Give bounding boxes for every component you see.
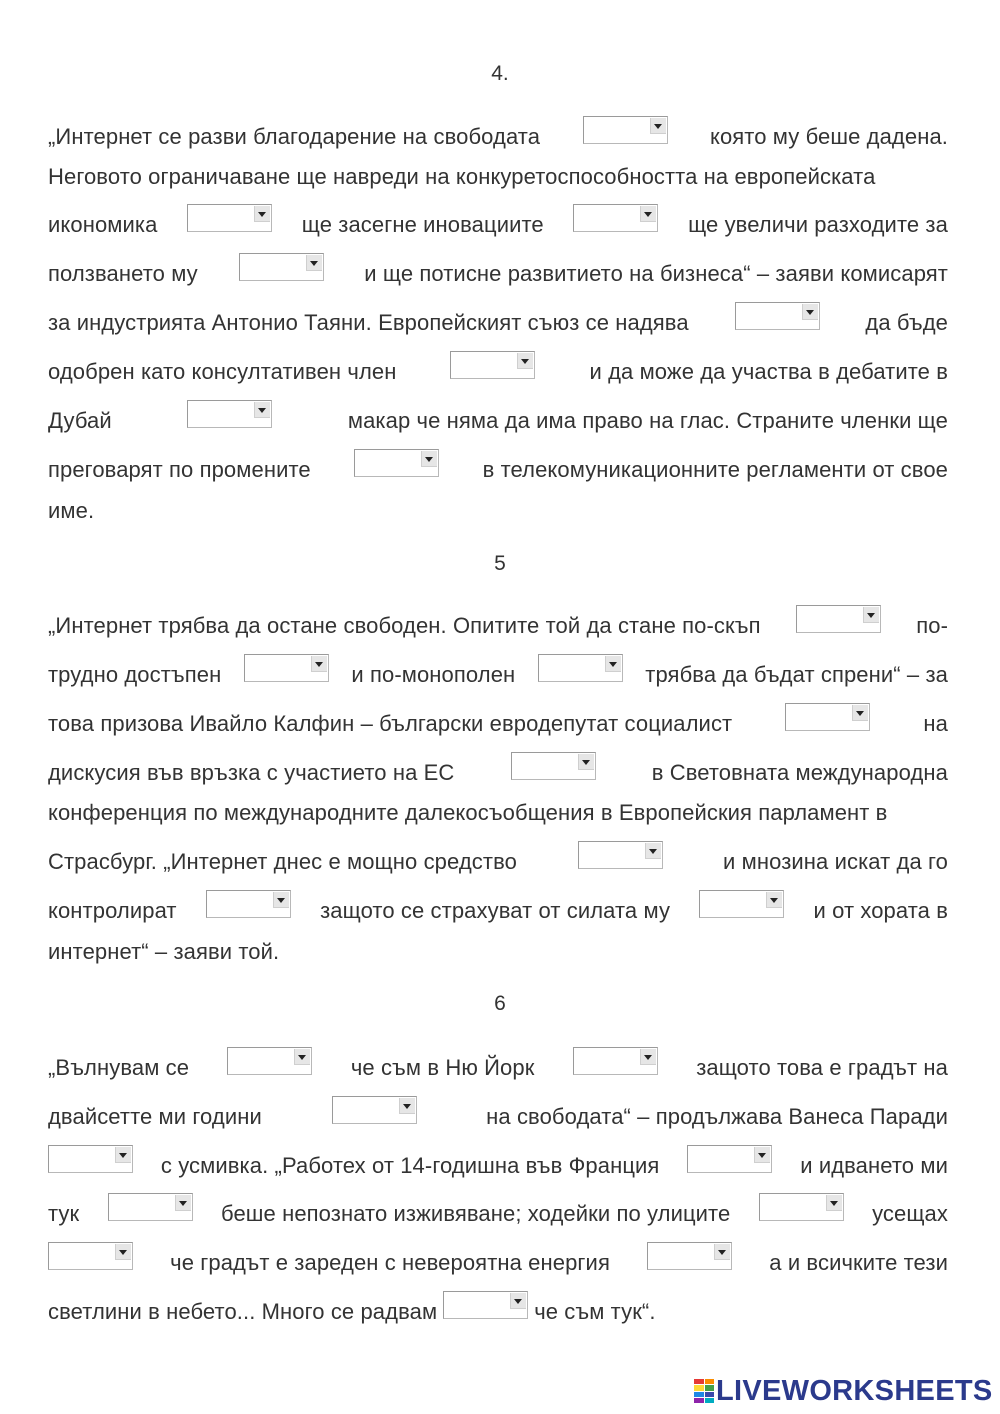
text-line [48,1297,948,1327]
answer-dropdown[interactable] [511,752,596,780]
text-line [48,122,948,152]
liveworksheets-logo-icon [694,1379,714,1403]
text-segment: и ще потисне развитието на бизнеса“ – заяви комисарят [364,261,948,286]
text-segment: трудно достъпен [48,662,222,687]
answer-dropdown[interactable] [538,654,623,682]
answer-dropdown[interactable] [354,449,439,477]
text-line [48,896,948,926]
text-line [48,1151,948,1181]
text-segment: за индустрията Антонио Таяни. Европейският съюз се надява [48,310,689,335]
text-segment: „Вълнувам се [48,1055,190,1080]
text-segment: в телекомуникационните регламенти от свое [482,457,948,482]
text-segment: Дубай [48,408,112,433]
answer-dropdown[interactable] [578,841,663,869]
text-line [48,1102,948,1132]
answer-dropdown[interactable] [785,703,870,731]
section-number: 5 [494,552,506,575]
text-segment: и идването ми [800,1153,948,1178]
text-segment: Неговото ограничаване ще навреди на конкуретоспособността на европейската [48,164,876,189]
answer-dropdown[interactable] [687,1145,772,1173]
text-line [48,210,948,240]
text-segment: светлини в небето... Много се радвам [48,1299,438,1324]
text-segment: това призова Ивайло Калфин – български евродепутат социалист [48,711,733,736]
text-segment: ще засегне иновациите [301,212,544,237]
text-segment: и от хората в [813,898,948,923]
answer-dropdown[interactable] [443,1291,528,1319]
answer-dropdown[interactable] [573,204,658,232]
logo-square [694,1379,704,1384]
text-line [48,847,948,877]
text-segment: трябва да бъдат спрени“ – за [645,662,948,687]
logo-square [705,1398,715,1403]
text-line [48,1053,948,1083]
answer-dropdown[interactable] [108,1193,193,1221]
logo-square [705,1392,715,1397]
text-segment: която му беше дадена. [709,124,948,149]
answer-dropdown[interactable] [332,1096,417,1124]
text-segment: „Интернет трябва да остане свободен. Опитите той да стане по-скъп [48,613,761,638]
section-number: 6 [494,992,506,1015]
text-line [48,1199,948,1229]
text-line [48,496,948,526]
text-line [48,162,948,192]
text-line [48,937,948,967]
text-segment: одобрен като консултативен член [48,359,397,384]
text-segment: а и всичките тези [769,1250,948,1275]
answer-dropdown[interactable] [187,204,272,232]
text-segment: по- [916,613,948,638]
text-segment: защото това е градът на [696,1055,948,1080]
text-segment: преговарят по промените [48,457,311,482]
text-line [48,308,948,338]
answer-dropdown[interactable] [48,1145,133,1173]
text-segment: да бъде [865,310,948,335]
text-segment: че съм в Ню Йорк [350,1055,535,1080]
answer-dropdown[interactable] [239,253,324,281]
text-segment: Страсбург. „Интернет днес е мощно средство [48,849,517,874]
text-segment: дискусия във връзка с участието на ЕС [48,760,455,785]
text-segment: тук [48,1201,80,1226]
answer-dropdown[interactable] [187,400,272,428]
answer-dropdown[interactable] [206,890,291,918]
answer-dropdown[interactable] [699,890,784,918]
text-segment: икономика [48,212,158,237]
text-segment: и мнозина искат да го [723,849,948,874]
text-segment: макар че няма да има право на глас. Страните членки ще [347,408,948,433]
answer-dropdown[interactable] [48,1242,133,1270]
text-segment: защото се страхуват от силата му [320,898,671,923]
text-segment: интернет“ – заяви той. [48,939,280,964]
answer-dropdown[interactable] [796,605,881,633]
text-line [48,406,948,436]
text-line [48,357,948,387]
text-line [48,259,948,289]
text-line [48,1248,948,1278]
answer-dropdown[interactable] [735,302,820,330]
text-line [48,455,948,485]
answer-dropdown[interactable] [244,654,329,682]
liveworksheets-logo [694,1376,993,1406]
logo-square [705,1385,715,1390]
text-line [48,758,948,788]
text-segment: че съм тук“. [534,1299,656,1324]
text-line [48,611,948,641]
text-line [48,660,948,690]
text-segment: и да може да участва в дебатите в [589,359,948,384]
answer-dropdown[interactable] [647,1242,732,1270]
answer-dropdown[interactable] [227,1047,312,1075]
logo-square [705,1379,715,1384]
text-segment: контролират [48,898,177,923]
answer-dropdown[interactable] [573,1047,658,1075]
answer-dropdown[interactable] [450,351,535,379]
text-segment: с усмивка. „Работех от 14-годишна във Франция [160,1153,660,1178]
text-segment: на [923,711,948,736]
text-segment: „Интернет се разви благодарение на свободата [48,124,541,149]
answer-dropdown[interactable] [759,1193,844,1221]
logo-square [694,1392,704,1397]
text-segment: и по-монополен [351,662,516,687]
text-line [48,798,948,828]
text-segment: име. [48,498,95,523]
text-segment: ползването му [48,261,198,286]
logo-text: LIVEWORKSHEETS [716,1374,993,1407]
text-segment: усещах [872,1201,948,1226]
text-segment: на свободата“ – продължава Ванеса Паради [486,1104,948,1129]
text-segment: двайсетте ми години [48,1104,262,1129]
text-segment: беше непознато изживяване; ходейки по улиците [221,1201,731,1226]
text-segment: конференция по международните далекосъобщения в Европейския парламент в [48,800,888,825]
logo-square [694,1398,704,1403]
logo-square [694,1385,704,1390]
text-line [48,709,948,739]
text-segment: че градът е зареден с невероятна енергия [170,1250,610,1275]
text-segment: ще увеличи разходите за [688,212,948,237]
answer-dropdown[interactable] [583,116,668,144]
text-segment: в Световната международна [651,760,948,785]
section-number: 4. [491,62,509,85]
